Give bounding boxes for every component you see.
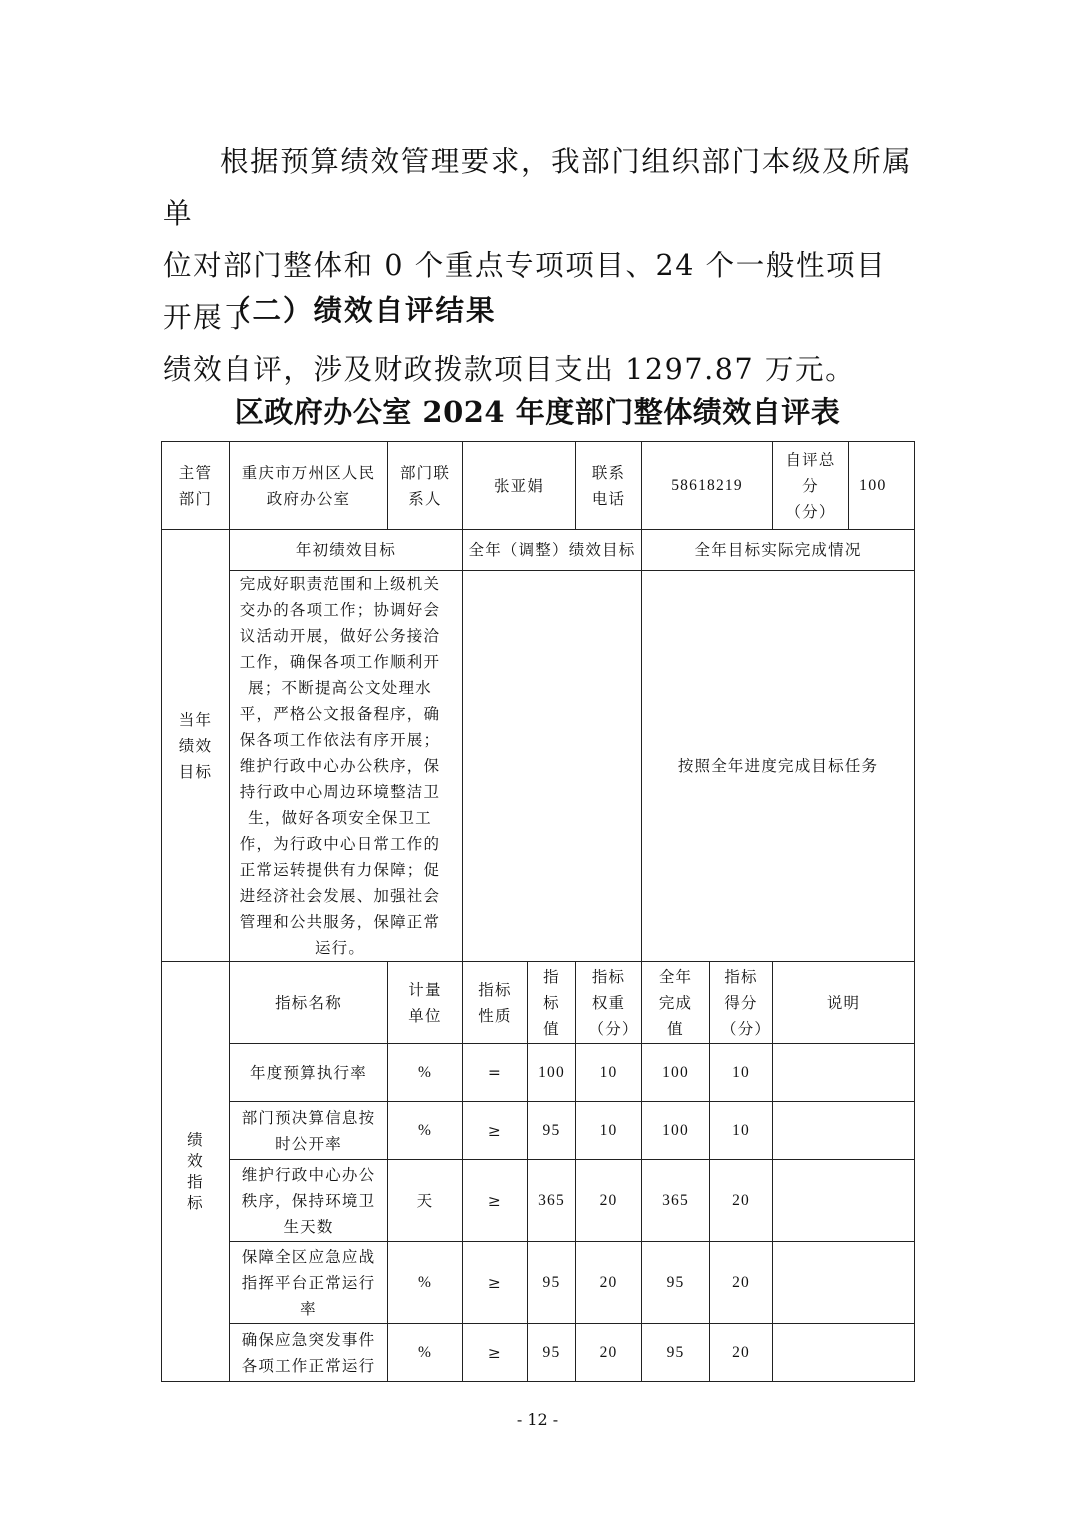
goals-row-label: 当年绩效目标 [162, 530, 230, 962]
indicator-name: 部门预决算信息按时公开率 [230, 1102, 388, 1160]
indicator-unit: % [388, 1324, 463, 1382]
phone-value: 58618219 [642, 442, 773, 530]
table-row [162, 1242, 915, 1324]
indicator-actual: 95 [642, 1324, 710, 1382]
col-unit: 计量单位 [388, 962, 463, 1044]
indicator-score: 20 [710, 1324, 773, 1382]
indicator-note [773, 1102, 915, 1160]
paragraph-line: 位对部门整体和 0 个重点专项项目、24 个一般性项目开展了 [163, 249, 887, 334]
indicator-weight: 20 [576, 1324, 642, 1382]
col-nature: 指标性质 [463, 962, 528, 1044]
contact-label: 部门联系人 [388, 442, 463, 530]
col-actual-completion: 全年目标实际完成情况 [642, 530, 915, 571]
table-row [162, 1160, 915, 1242]
actual-completion-text: 按照全年进度完成目标任务 [642, 571, 915, 962]
table-row [162, 1102, 915, 1160]
page-number: - 12 - [516, 1410, 559, 1429]
indicator-weight: 10 [576, 1102, 642, 1160]
col-adjusted-goals: 全年（调整）绩效目标 [463, 530, 642, 571]
indicator-actual: 100 [642, 1044, 710, 1102]
phone-label: 联系电话 [576, 442, 642, 530]
indicator-note [773, 1044, 915, 1102]
paragraph-line: 绩效自评，涉及财政拨款项目支出 1297.87 万元。 [163, 353, 856, 386]
score-label: 自评总分（分） [773, 442, 849, 529]
indicator-score: 10 [710, 1044, 773, 1102]
indicator-weight: 20 [576, 1242, 642, 1324]
indicator-score: 20 [710, 1242, 773, 1324]
indicator-unit: % [388, 1242, 463, 1324]
initial-goals-text: 完成好职责范围和上级机关交办的各项工作；协调好会议活动开展，做好公务接洽工作，确保各项工作顺利开展；不断提高公文处理水平，严格公文报备程序，确保各项工作依法有序开展；维护行政中心办公秩序，保持行政中心周边环境整洁卫生，做好各项安全保卫工作，为行政中心日常工作的正常运转提供有力保障；促进经济社会发展、加强社会管理和公共服务，保障正常运行。 [230, 571, 463, 962]
indicator-name: 维护行政中心办公秩序，保持环境卫生天数 [230, 1160, 388, 1242]
indicator-header-row [162, 962, 915, 1044]
self-evaluation-table [161, 441, 915, 1382]
col-weight: 指标权重（分） [576, 962, 642, 1044]
goals-header-row [162, 530, 915, 571]
dept-label: 主管部门 [162, 442, 230, 530]
col-target: 指标值 [528, 962, 576, 1044]
indicator-nature: = [463, 1044, 528, 1102]
col-note: 说明 [773, 962, 915, 1044]
table-row [162, 1044, 915, 1102]
indicator-score: 10 [710, 1102, 773, 1160]
indicator-actual: 100 [642, 1102, 710, 1160]
indicator-weight: 20 [576, 1160, 642, 1242]
indicator-name: 保障全区应急应战指挥平台正常运行率 [230, 1242, 388, 1324]
indicator-unit: % [388, 1102, 463, 1160]
indicator-note [773, 1242, 915, 1324]
paragraph-line: 根据预算绩效管理要求，我部门组织部门本级及所属单 [163, 145, 913, 230]
dept-value: 重庆市万州区人民政府办公室 [230, 442, 388, 530]
indicator-weight: 10 [576, 1044, 642, 1102]
indicator-target: 365 [528, 1160, 576, 1242]
col-initial-goals: 年初绩效目标 [230, 530, 463, 571]
indicators-row-label: 绩效指标 [162, 962, 230, 1382]
indicator-note [773, 1324, 915, 1382]
indicator-actual: 365 [642, 1160, 710, 1242]
indicator-target: 95 [528, 1242, 576, 1324]
col-indicator-name: 指标名称 [230, 962, 388, 1044]
indicator-actual: 95 [642, 1242, 710, 1324]
indicator-target: 100 [528, 1044, 576, 1102]
indicator-score: 20 [710, 1160, 773, 1242]
body-paragraph [163, 136, 915, 396]
header-row [162, 442, 915, 530]
goals-content-row [162, 571, 915, 962]
indicator-note [773, 1160, 915, 1242]
indicator-name: 年度预算执行率 [230, 1044, 388, 1102]
adjusted-goals-text [463, 571, 642, 962]
col-actual: 全年完成值 [642, 962, 710, 1044]
indicator-target: 95 [528, 1324, 576, 1382]
table-title: 区政府办公室 2024 年度部门整体绩效自评表 [234, 395, 841, 429]
indicator-nature: ≥ [463, 1160, 528, 1242]
indicator-nature: ≥ [463, 1102, 528, 1160]
contact-value: 张亚娟 [463, 442, 576, 530]
score-value: 100 [859, 476, 887, 494]
col-score: 指标得分（分） [710, 962, 773, 1044]
indicator-nature: ≥ [463, 1324, 528, 1382]
indicator-target: 95 [528, 1102, 576, 1160]
indicator-unit: % [388, 1044, 463, 1102]
indicator-nature: ≥ [463, 1242, 528, 1324]
indicator-unit: 天 [388, 1160, 463, 1242]
table-row [162, 1324, 915, 1382]
score-cell [773, 442, 915, 530]
section-heading: （二）绩效自评结果 [222, 293, 497, 327]
indicator-name: 确保应急突发事件各项工作正常运行 [230, 1324, 388, 1382]
